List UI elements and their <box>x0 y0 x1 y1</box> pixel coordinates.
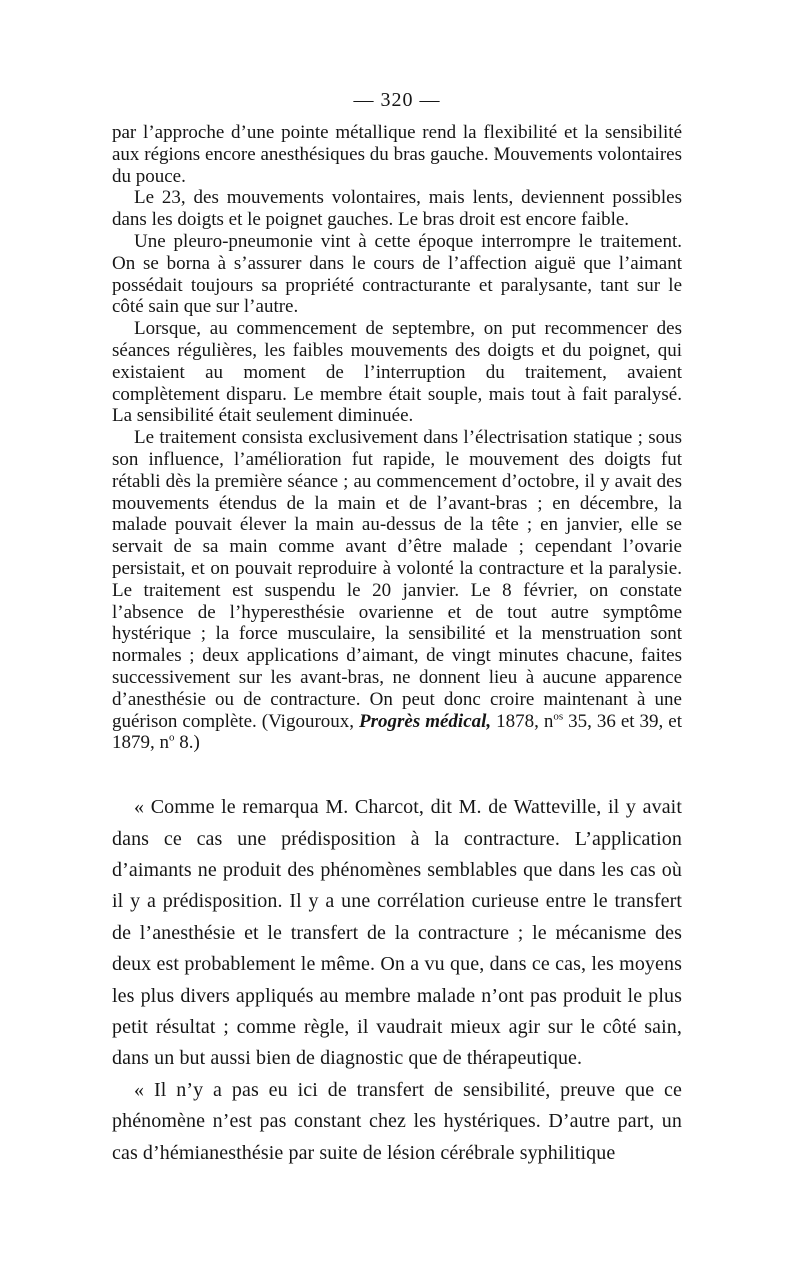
journal-title: Progrès médical, <box>359 710 492 732</box>
paragraph-citation <box>112 427 682 754</box>
quote-paragraph: « Il n’y a pas eu ici de transfert de sensibilité, preuve que ce phénomène n’est pas constant chez les hystériques. D’autre part, un cas d’hémianesthésie par suite de lésion cérébrale syphilitique <box>112 1078 682 1164</box>
citation-text: 35, 36 et 39, et 1879, n <box>112 710 682 754</box>
section-gap <box>112 754 682 792</box>
citation-text: 8.) <box>174 732 200 754</box>
citation-superscript: o <box>169 731 175 744</box>
paragraph: Le 23, des mouvements volontaires, mais lents, deviennent possibles dans les doigts et le poignet gauches. Le bras droit est encore faible. <box>112 187 682 231</box>
quoted-section <box>112 792 682 1169</box>
citation-superscript: os <box>553 710 564 723</box>
page-number: — 320 — <box>353 89 441 111</box>
quote-paragraph: « Comme le remarqua M. Charcot, dit M. de Watteville, il y avait dans ce cas une prédisposition à la contracture. L’application d’aimants ne produit des phénomènes semblables que dans les cas où il y a prédisposition. Il y a une corrélation curieuse entre le transfert de l’anesthésie et le transfert de la contracture ; le mécanisme des deux est probablement le même. On a vu que, dans ce cas, les moyens les plus divers appliqués au membre malade n’ont pas produit le plus petit résultat ; comme règle, il vaudrait mieux agir sur le côté sain, dans un but aussi bien de diagnostic que de thérapeutique. <box>112 796 682 1070</box>
paragraph: par l’approche d’une pointe métallique rend la flexibilité et la sensibilité aux régions encore anesthésiques du bras gauche. Mouvements volontaires du pouce. <box>112 122 682 187</box>
document-page <box>112 88 682 1169</box>
paragraph: Une pleuro-pneumonie vint à cette époque interrompre le traitement. On se borna à s’assurer dans le cours de l’affection aiguë que l’aimant possédait toujours sa propriété contracturante et paralysante, tant sur le côté sain que sur l’autre. <box>112 230 682 318</box>
paragraph: Lorsque, au commencement de septembre, on put recommencer des séances régulières, les faibles mouvements des doigts et du poignet, qui existaient au moment de l’interruption du traitement, avaient complètement disparu. Le membre était souple, mais tout à fait paralysé. La sensibilité était seulement diminuée. <box>112 318 682 427</box>
paragraph-text: Le traitement consista exclusivement dans l’électrisation statique ; sous son influence, l’amélioration fut rapide, le mouvement des doigts fut rétabli dès la première séance ; au commencement d’octobre, il y avait des mouvements étendus de la main et de l’avant-bras ; en décembre, la malade pouvait élever la main au-dessus de la tête ; en janvier, elle se servait de sa main comme avant d’être malade ; cependant l’ovarie persistait, et on pouvait reproduire à volonté la contracture et la paralysie. Le traitement est suspendu le 20 janvier. Le 8 février, on constate l’absence de l’hyperesthésie ovarienne et de tout autre symptôme hystérique ; la force musculaire, la sensibilité et la menstruation sont normales ; deux applications d’aimant, de vingt minutes chacune, faites successivement sur les avant-bras, ne donnent lieu à aucune apparence d’anesthésie ou de contracture. On peut donc croire maintenant à une guérison complète. (Vigouroux, <box>112 427 682 732</box>
citation-text: 1878, n <box>491 710 554 732</box>
